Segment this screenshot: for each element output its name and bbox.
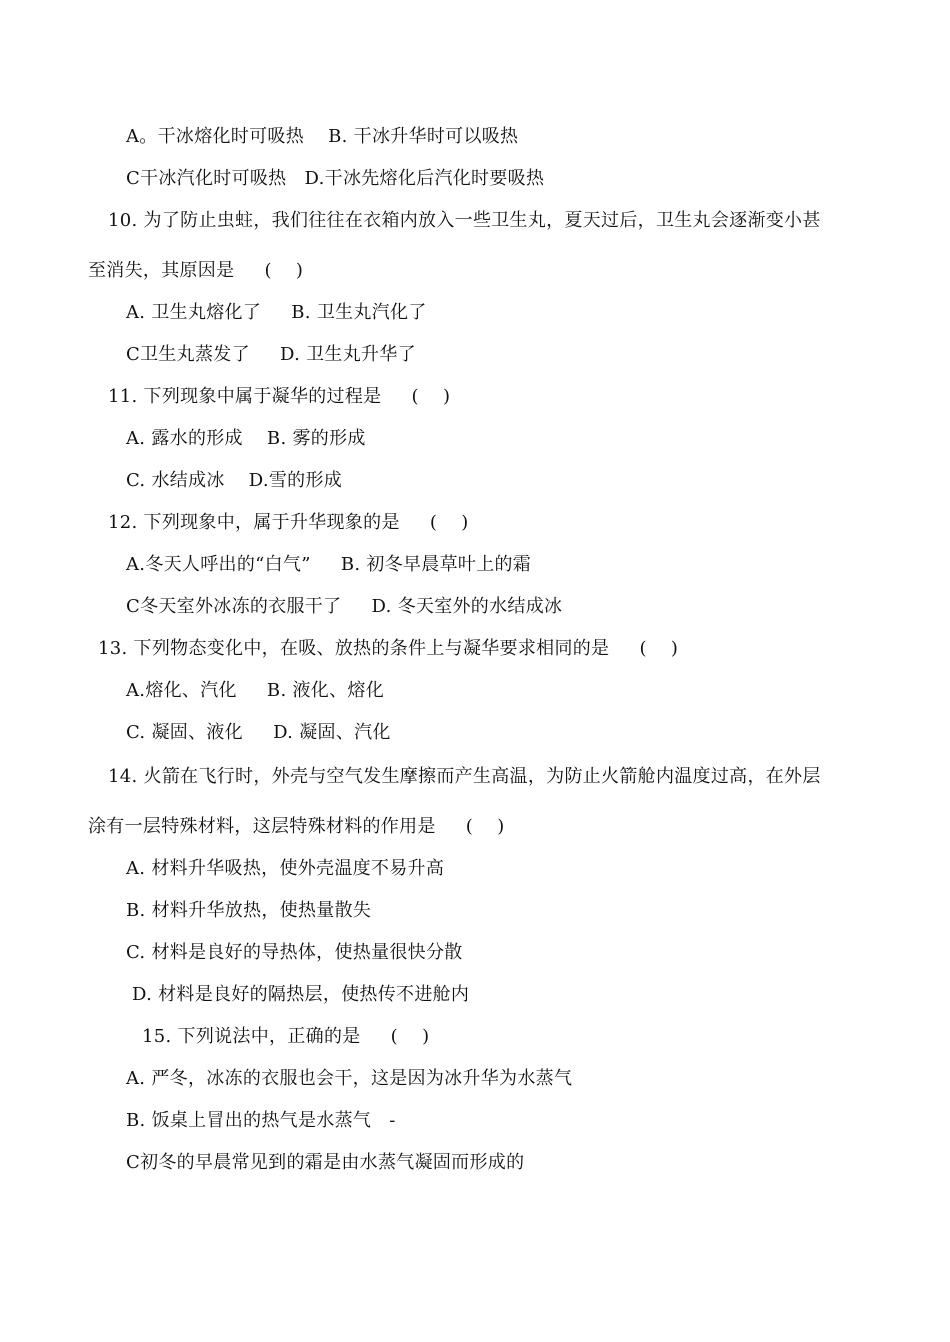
q14-option-a: A. 材料升华吸热，使外壳温度不易升高	[126, 858, 445, 879]
q10-options-cd: C卫生丸蒸发了 D. 卫生丸升华了	[126, 344, 416, 365]
q15-option-a: A. 严冬，冰冻的衣服也会干，这是因为冰升华为水蒸气	[126, 1068, 573, 1089]
q15-option-c: C初冬的早晨常见到的霜是由水蒸气凝固而形成的	[126, 1152, 525, 1173]
q13-options-cd: C. 凝固、液化 D. 凝固、汽化	[126, 722, 391, 743]
q12-stem: 12. 下列现象中，属于升华现象的是 ( )	[108, 512, 469, 533]
q14-stem-line2: 涂有一层特殊材料，这层特殊材料的作用是 ( )	[88, 816, 505, 837]
q12-options-cd: C冬天室外冰冻的衣服干了 D. 冬天室外的水结成冰	[126, 596, 563, 617]
q11-options-cd: C. 水结成冰 D.雪的形成	[126, 470, 343, 491]
q13-stem: 13. 下列物态变化中，在吸、放热的条件上与凝华要求相同的是 ( )	[98, 638, 679, 659]
q15-option-b: B. 饭桌上冒出的热气是水蒸气 -	[126, 1110, 396, 1131]
q14-option-b: B. 材料升华放热，使热量散失	[126, 900, 372, 921]
q14-option-c: C. 材料是良好的导热体，使热量很快分散	[126, 942, 463, 963]
q14-stem-line1: 14. 火箭在飞行时，外壳与空气发生摩擦而产生高温，为防止火箭舱内温度过高，在外层	[108, 766, 821, 787]
q13-options-ab: A.熔化、汽化 B. 液化、熔化	[126, 680, 384, 701]
q10-options-ab: A. 卫生丸熔化了 B. 卫生丸汽化了	[126, 302, 427, 323]
q15-stem: 15. 下列说法中，正确的是 ( )	[142, 1026, 430, 1047]
q10-stem-line2: 至消失，其原因是 ( )	[88, 260, 304, 281]
q11-options-ab: A. 露水的形成 B. 雾的形成	[126, 428, 366, 449]
q10-stem-line1: 10. 为了防止虫蛀，我们往往在衣箱内放入一些卫生丸，夏天过后，卫生丸会逐渐变小甚	[108, 210, 821, 231]
q12-options-ab: A.冬天人呼出的“白气” B. 初冬早晨草叶上的霜	[126, 554, 532, 575]
q9-options-cd: C干冰汽化时可吸热 D.干冰先熔化后汽化时要吸热	[126, 168, 545, 189]
q11-stem: 11. 下列现象中属于凝华的过程是 ( )	[108, 386, 451, 407]
q14-option-d: D. 材料是良好的隔热层，使热传不进舱内	[132, 984, 470, 1005]
q9-options-ab: A。干冰熔化时可吸热 B. 干冰升华时可以吸热	[126, 126, 519, 147]
